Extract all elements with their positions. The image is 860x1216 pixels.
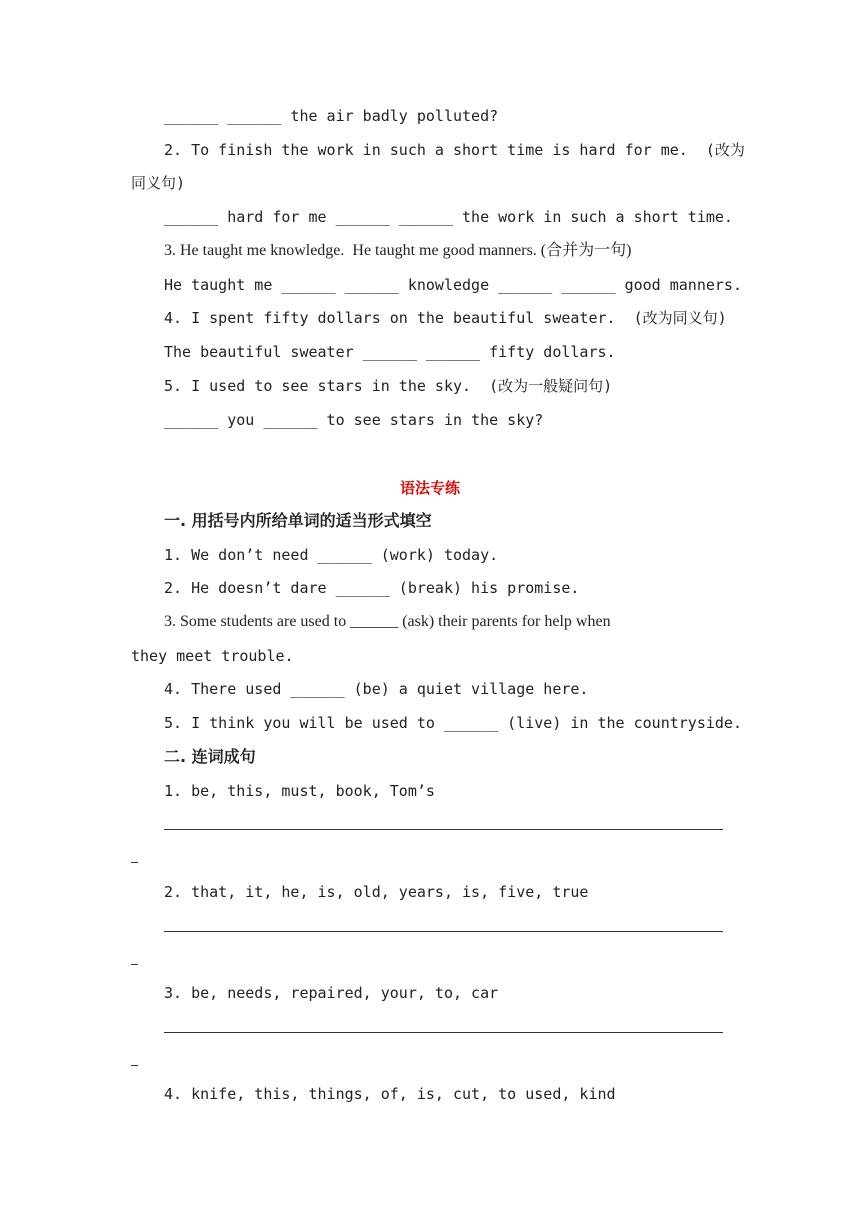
section1-item-1: 1. We don’t need ______ (work) today. [164, 546, 499, 564]
conversion-q2-answer-line: ______ hard for me ______ ______ the work in such a short time. [164, 208, 733, 226]
conversion-q1-answer-line: ______ ______ the air badly polluted? [164, 107, 499, 125]
section1-heading: 一. 用括号内所给单词的适当形式填空 [164, 511, 432, 530]
section2-item-1: 1. be, this, must, book, Tom’s [164, 782, 435, 800]
answer-rule-3 [164, 1032, 723, 1033]
answer-rule-1 [164, 829, 723, 830]
conversion-q2: 2. To finish the work in such a short time is hard for me. (改为 [164, 141, 745, 159]
answer-rule-2 [164, 931, 723, 932]
section2-item-3: 3. be, needs, repaired, your, to, car [164, 984, 499, 1002]
section1-item-5: 5. I think you will be used to ______ (live) in the countryside. [164, 714, 742, 732]
section1-item-2: 2. He doesn’t dare ______ (break) his promise. [164, 579, 580, 597]
conversion-q3: 3. He taught me knowledge. He taught me good manners. (合并为一句) [164, 242, 632, 259]
conversion-q4-answer-line: The beautiful sweater ______ ______ fifty dollars. [164, 343, 616, 361]
conversion-q5-answer-line: ______ you ______ to see stars in the sky? [164, 411, 544, 429]
answer-rule-1-wrap [131, 862, 138, 863]
section1-item-4: 4. There used ______ (be) a quiet village here. [164, 680, 589, 698]
section2-item-4: 4. knife, this, things, of, is, cut, to used, kind [164, 1085, 616, 1103]
section1-item-3-continued: they meet trouble. [131, 647, 294, 665]
section2-item-2: 2. that, it, he, is, old, years, is, five, true [164, 883, 589, 901]
section2-heading: 二. 连词成句 [164, 747, 256, 766]
conversion-q2-continued: 同义句) [131, 174, 186, 192]
section1-item-3: 3. Some students are used to ______ (ask) their parents for help when [164, 613, 611, 630]
conversion-q5: 5. I used to see stars in the sky. (改为一般疑问句) [164, 377, 613, 395]
answer-rule-2-wrap [131, 964, 138, 965]
conversion-q4: 4. I spent fifty dollars on the beautiful sweater. (改为同义句) [164, 309, 727, 327]
grammar-section-title: 语法专练 [399, 479, 460, 497]
conversion-q3-answer-line: He taught me ______ ______ knowledge ______ ______ good manners. [164, 276, 742, 294]
answer-rule-3-wrap [131, 1065, 138, 1066]
